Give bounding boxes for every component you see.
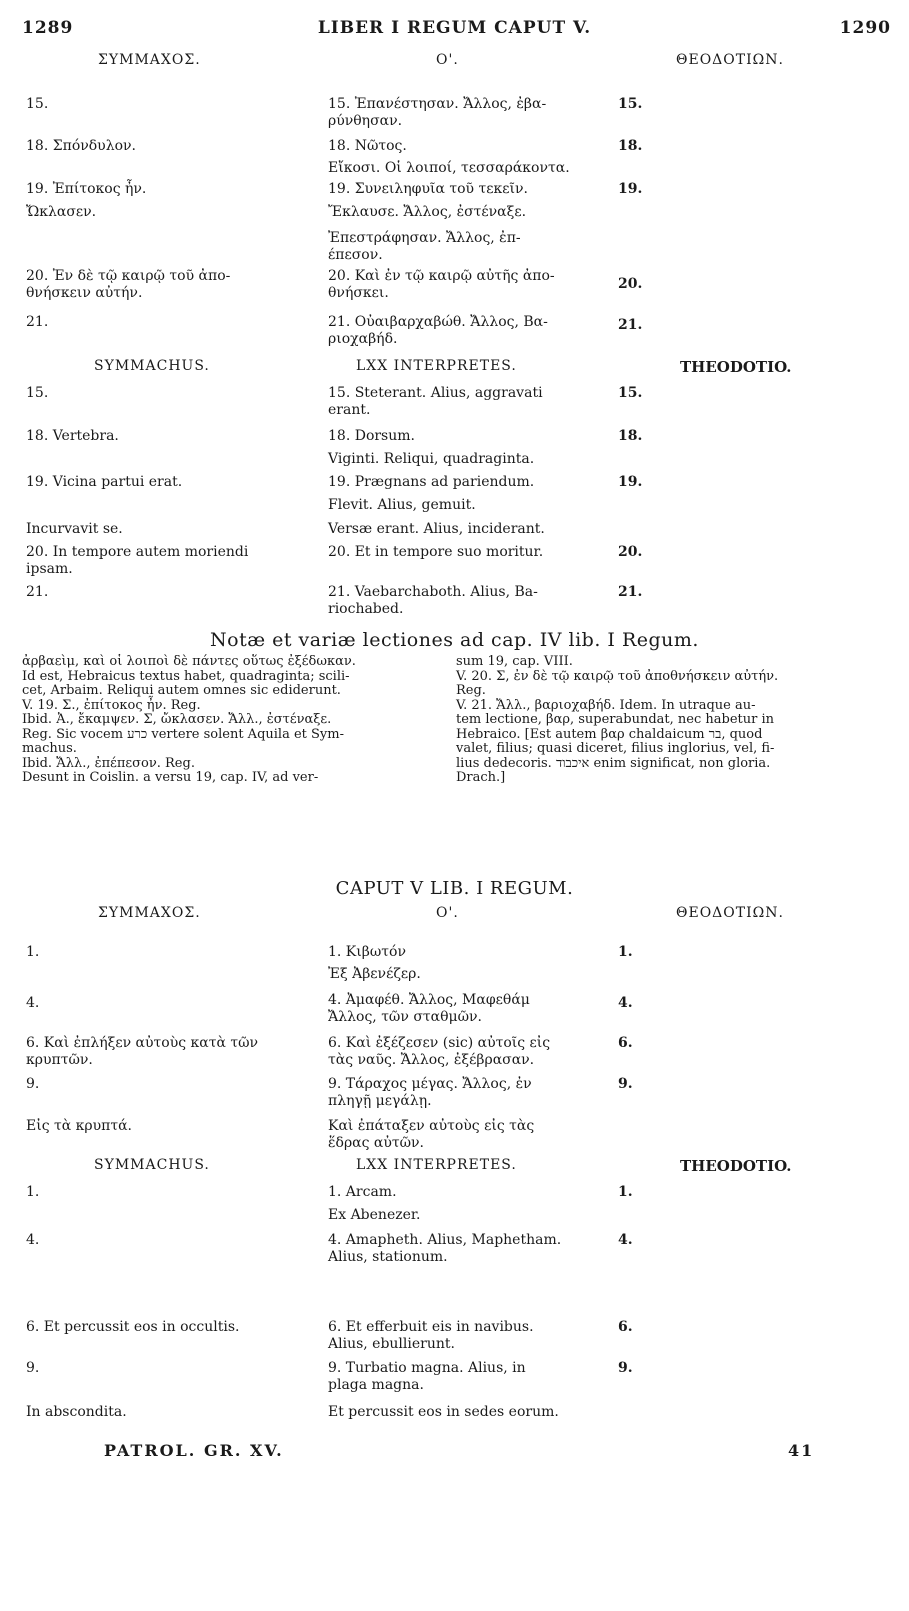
latin-sym-line: 6. Et percussit eos in occultis. [26, 1319, 240, 1335]
greek-theo-line: 15. [618, 96, 643, 112]
lxx-latin-heading: LXX INTERPRETES. [356, 358, 517, 374]
notes-title: Notæ et variæ lectiones ad cap. IV lib. I Regum. [210, 629, 699, 651]
latin-theo-line: 4. [618, 1232, 633, 1248]
greek-sym-line: Εἰς τὰ κρυπτά. [26, 1118, 132, 1134]
greek-lxx-line: 4. Ἀμαφέθ. Ἄλλος, Μαφεθάμ [328, 992, 530, 1008]
latin-theo-line: 6. [618, 1319, 633, 1335]
latin-sym-line: Incurvavit se. [26, 521, 123, 537]
greek-lxx-line: Καὶ ἐπάταξεν αὐτοὺς εἰς τὰς [328, 1118, 535, 1134]
note-line: cet, Arbaim. Reliqui autem omnes sic ediderunt. [22, 683, 341, 698]
latin-sym-line: In abscondita. [26, 1404, 127, 1420]
greek-theo-line: 20. [618, 276, 643, 292]
greek-lxx-line: ριοχαβήδ. [328, 331, 398, 347]
latin-theo-line: 1. [618, 1184, 633, 1200]
latin-lxx-line: 21. Vaebarchaboth. Alius, Ba- [328, 584, 538, 600]
greek-theo-line: 19. [618, 181, 643, 197]
latin-theo-line: 20. [618, 544, 643, 560]
greek-lxx-line: Ἐπεστράφησαν. Ἄλλος, ἐπ- [328, 230, 521, 246]
greek-theo-line: 21. [618, 317, 643, 333]
greek-lxx-line: 20. Καὶ ἐν τῷ καιρῷ αὐτῆς ἀπο- [328, 268, 555, 284]
latin-lxx-line: Et percussit eos in sedes eorum. [328, 1404, 559, 1420]
greek-sym-line: 20. Ἐν δὲ τῷ καιρῷ τοῦ ἀπο- [26, 268, 231, 284]
latin-lxx-line: 15. Steterant. Alius, aggravati [328, 385, 543, 401]
latin-lxx-line: Flevit. Alius, gemuit. [328, 497, 476, 513]
greek-sym-line: 4. [26, 995, 40, 1011]
greek-theo-line: 9. [618, 1076, 633, 1092]
latin-theo-line: 18. [618, 428, 643, 444]
latin-theo-line: 15. [618, 385, 643, 401]
greek-theo-line: 6. [618, 1035, 633, 1051]
latin-lxx-line: 4. Amapheth. Alius, Maphetham. [328, 1232, 562, 1248]
greek-lxx-line: Ἔκλαυσε. Ἄλλος, ἐστέναξε. [328, 204, 527, 220]
greek-theo-line: 4. [618, 995, 633, 1011]
note-line: lius dedecoris. איכבוד enim significat, non gloria. [456, 755, 771, 771]
greek-sym-line: Ὤκλασεν. [26, 204, 97, 220]
greek-lxx-line: 19. Συνειληφυῖα τοῦ τεκεῖν. [328, 181, 528, 197]
greek-lxx-line: Εἴκοσι. Οἱ λοιποί, τεσσαράκοντα. [328, 160, 570, 176]
note-line: ἀρβαεὶμ, καὶ οἱ λοιποὶ δὲ πάντες οὕτως ἐξέδωκαν. [22, 654, 356, 669]
latin-theo-line: 21. [618, 584, 643, 600]
note-line: Drach.] [456, 770, 506, 785]
latin-sym-line: 4. [26, 1232, 40, 1248]
latin-lxx-line: Alius, stationum. [328, 1249, 448, 1265]
sym-greek-heading: ΣΥΜΜΑΧΟΣ. [98, 52, 201, 68]
note-line: V. 21. Ἄλλ., βαριοχαβήδ. Idem. In utraque au- [456, 697, 756, 713]
latin-lxx-line: 20. Et in tempore suo moritur. [328, 544, 544, 560]
latin-lxx-line: 1. Arcam. [328, 1184, 397, 1200]
footer-volume: PATROL. GR. XV. [104, 1441, 284, 1460]
greek-sym-line: 1. [26, 944, 40, 960]
chapter-title: CAPUT V LIB. I REGUM. [335, 878, 574, 899]
greek-sym-line: κρυπτῶν. [26, 1052, 93, 1068]
note-line: V. 19. Σ., ἐπίτοκος ἦν. Reg. [22, 697, 201, 713]
lxx-greek-heading-2: Ο'. [436, 905, 459, 921]
greek-lxx-line: θνήσκει. [328, 285, 389, 301]
greek-lxx-line: 18. Νῶτος. [328, 138, 407, 154]
latin-theo-line: 9. [618, 1360, 633, 1376]
latin-sym-line: 9. [26, 1360, 40, 1376]
greek-sym-line: 9. [26, 1076, 40, 1092]
note-line: Reg. Sic vocem כרע vertere solent Aquila et Sym- [22, 726, 344, 742]
lxx-latin-heading-2: LXX INTERPRETES. [356, 1157, 517, 1173]
greek-sym-line: 19. Ἐπίτοκος ἦν. [26, 181, 147, 197]
latin-lxx-line: 9. Turbatio magna. Alius, in [328, 1360, 526, 1376]
note-line: machus. [22, 741, 77, 756]
note-line: V. 20. Σ, ἐν δὲ τῷ καιρῷ τοῦ ἀποθνήσκειν αὐτήν. [456, 668, 779, 684]
greek-lxx-line: ἕδρας αὐτῶν. [328, 1135, 425, 1151]
latin-lxx-line: 18. Dorsum. [328, 428, 415, 444]
latin-lxx-line: 19. Prægnans ad pariendum. [328, 474, 535, 490]
latin-sym-line: 20. In tempore autem moriendi [26, 544, 249, 560]
greek-lxx-line: ρύνθησαν. [328, 113, 403, 129]
left-page-number: 1289 [22, 18, 74, 38]
right-page-number: 1290 [839, 18, 891, 38]
latin-lxx-line: erant. [328, 402, 371, 418]
note-line: Desunt in Coislin. a versu 19, cap. IV, ad ver- [22, 770, 319, 785]
greek-sym-line: 15. [26, 96, 49, 112]
greek-lxx-line: Ἄλλος, τῶν σταθμῶν. [328, 1009, 482, 1025]
theo-latin-heading-2: THEODOTIO. [680, 1157, 792, 1175]
greek-theo-line: 1. [618, 944, 633, 960]
note-line: sum 19, cap. VIII. [456, 654, 573, 669]
latin-theo-line: 19. [618, 474, 643, 490]
latin-sym-line: 18. Vertebra. [26, 428, 119, 444]
greek-lxx-line: 21. Οὐαιβαρχαβώθ. Ἄλλος, Βα- [328, 314, 548, 330]
notes-right-column [456, 655, 896, 786]
sym-latin-heading-2: SYMMACHUS. [94, 1157, 210, 1173]
lxx-greek-heading: Ο'. [436, 52, 459, 68]
greek-lxx-line: έπεσον. [328, 247, 383, 263]
latin-lxx-line: 6. Et efferbuit eis in navibus. [328, 1319, 534, 1335]
sym-latin-heading: SYMMACHUS. [94, 358, 210, 374]
greek-lxx-line: 6. Καὶ ἐξέζεσεν (sic) αὐτοῖς εἰς [328, 1035, 551, 1051]
greek-lxx-line: πληγῇ μεγάλῃ. [328, 1093, 432, 1109]
latin-lxx-line: plaga magna. [328, 1377, 424, 1393]
running-title: LIBER I REGUM CAPUT V. [317, 18, 592, 38]
sym-greek-heading-2: ΣΥΜΜΑΧΟΣ. [98, 905, 201, 921]
greek-sym-line: 6. Καὶ ἐπλήξεν αὐτοὺς κατὰ τῶν [26, 1035, 259, 1051]
latin-lxx-line: Alius, ebullierunt. [328, 1336, 455, 1352]
latin-lxx-line: Ex Abenezer. [328, 1207, 421, 1223]
greek-lxx-line: 15. Ἐπανέστησαν. Ἄλλος, ἐβα- [328, 96, 547, 112]
latin-sym-line: 1. [26, 1184, 40, 1200]
greek-lxx-line: 9. Τάραχος μέγας. Ἄλλος, ἐν [328, 1076, 532, 1092]
greek-lxx-line: τὰς ναῦς. Ἄλλος, ἐξέβρασαν. [328, 1052, 535, 1068]
note-line: Id est, Hebraicus textus habet, quadraginta; scili- [22, 668, 350, 684]
note-line: Reg. [456, 683, 486, 698]
latin-lxx-line: Versæ erant. Alius, inciderant. [328, 521, 545, 537]
note-line: valet, filius; quasi diceret, filius inglorius, vel, fi- [456, 741, 775, 756]
theo-latin-heading: THEODOTIO. [680, 358, 792, 376]
latin-lxx-line: riochabed. [328, 601, 404, 617]
note-line: Ibid. Ἀ., ἔκαμψεν. Σ, ὤκλασεν. Ἄλλ., ἐστέναξε. [22, 712, 332, 727]
latin-sym-line: 19. Vicina partui erat. [26, 474, 183, 490]
note-line: Hebraico. [Est autem βαρ chaldaicum בר, quod [456, 726, 763, 742]
note-line: tem lectione, βαρ, superabundat, nec habetur in [456, 712, 774, 727]
greek-sym-line: θνήσκειν αὐτήν. [26, 285, 143, 301]
greek-sym-line: 21. [26, 314, 49, 330]
greek-lxx-line: Ἐξ Ἀβενέζερ. [328, 966, 421, 982]
greek-sym-line: 18. Σπόνδυλον. [26, 138, 136, 154]
greek-theo-line: 18. [618, 138, 643, 154]
latin-sym-line: 15. [26, 385, 49, 401]
theo-greek-heading: ΘΕΟΔΟΤΙΩΝ. [676, 52, 784, 68]
latin-lxx-line: Viginti. Reliqui, quadraginta. [328, 451, 535, 467]
note-line: Ibid. Ἄλλ., ἐπέπεσον. Reg. [22, 755, 195, 771]
notes-left-column [22, 655, 442, 786]
latin-sym-line: ipsam. [26, 561, 73, 577]
greek-lxx-line: 1. Κιβωτόν [328, 944, 406, 960]
footer-signature: 41 [788, 1441, 815, 1460]
theo-greek-heading-2: ΘΕΟΔΟΤΙΩΝ. [676, 905, 784, 921]
latin-sym-line: 21. [26, 584, 49, 600]
